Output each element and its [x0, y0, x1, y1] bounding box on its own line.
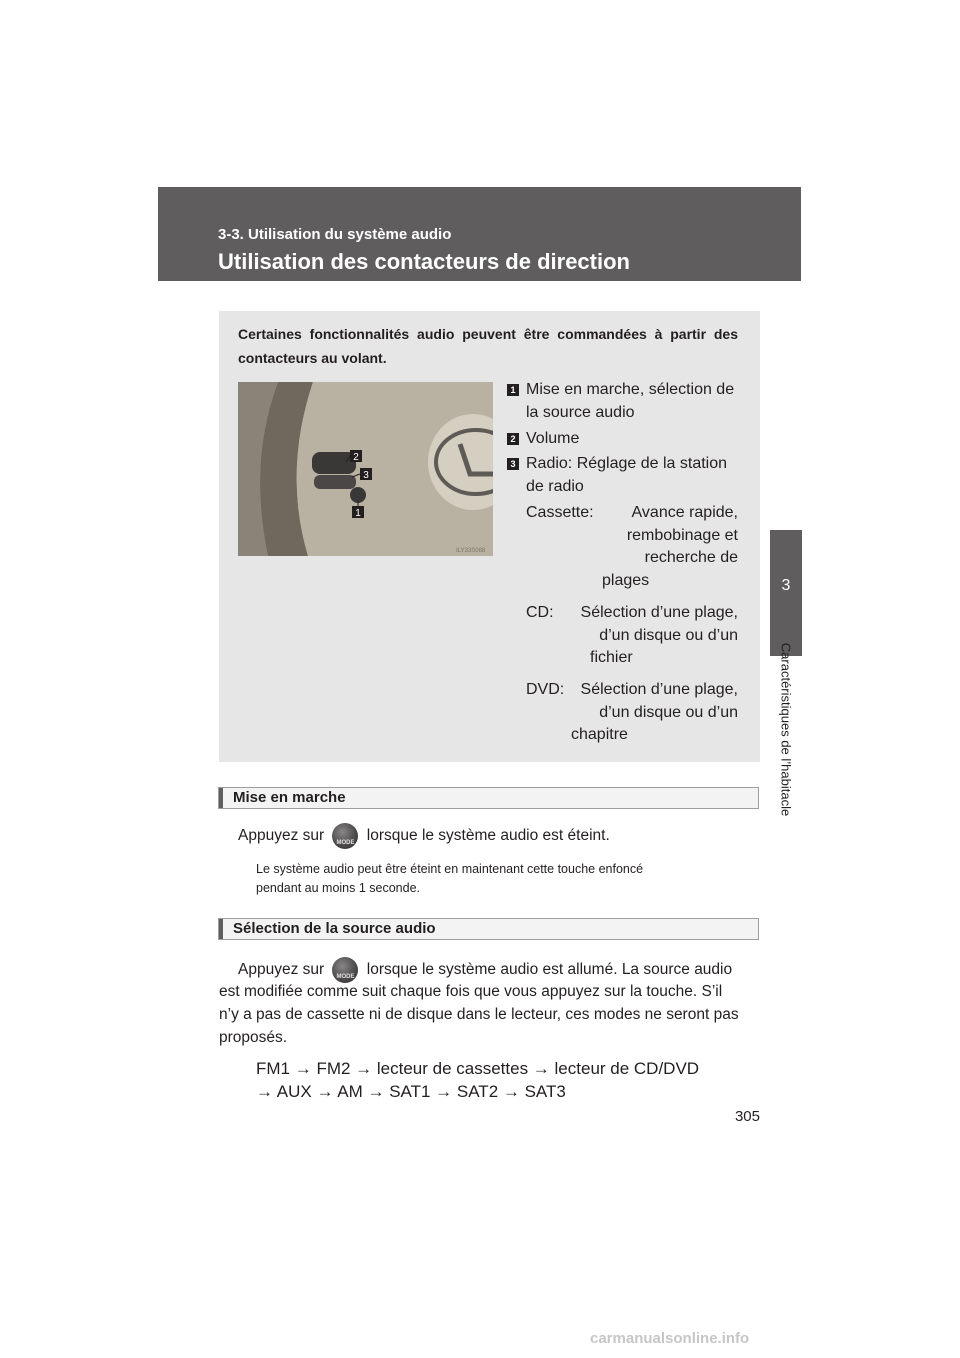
source-desc-cd-3: fichier — [590, 649, 633, 666]
section-header-mise-en-marche — [218, 787, 759, 809]
source-desc-dvd-3: chapitre — [571, 726, 628, 743]
steering-wheel-photo — [238, 382, 493, 556]
note-line-1: Le système audio peut être éteint en maintenant cette touche enfoncé — [256, 862, 644, 876]
paragraph-text-start: Appuyez sur — [238, 961, 325, 979]
photo-badge-3: 3 — [363, 470, 369, 481]
photo-badge-2: 2 — [353, 452, 359, 463]
photo-badge-1: 1 — [355, 508, 361, 519]
mode-button-icon — [332, 823, 358, 849]
source-desc-cassette-3: recherche de — [644, 549, 738, 566]
source-paragraph-line-2: est modifiée comme suit chaque fois que vous appuyez sur la touche. S’il — [219, 983, 723, 1000]
power-on-paragraph — [238, 823, 610, 849]
section-header-source-selection — [218, 918, 759, 940]
chapter-tab-number: 3 — [781, 577, 791, 594]
section-title: Sélection de la source audio — [233, 920, 436, 937]
source-desc-cd-2: d’un disque ou d’un — [599, 627, 738, 644]
callout-1-line1: Mise en marche, sélection de — [526, 381, 735, 398]
callout-badge-1: 1 — [507, 384, 519, 396]
callout-1-line2: la source audio — [526, 404, 635, 421]
source-label-cd: CD: — [526, 604, 554, 621]
note-line-2: pendant au moins 1 seconde. — [256, 881, 421, 895]
paragraph-text-end: lorsque le système audio est éteint. — [366, 827, 610, 845]
paragraph-text-start: Appuyez sur — [238, 827, 325, 845]
source-desc-cassette-4: plages — [602, 572, 650, 589]
section-title: Mise en marche — [233, 789, 346, 806]
source-paragraph-line-3: n’y a pas de cassette ni de disque dans le lecteur, ces modes ne seront pas — [219, 1006, 739, 1023]
source-sequence-line-1: FM1 → FM2 → lecteur de cassettes → lecteur de CD/DVD — [256, 1059, 700, 1078]
source-paragraph-line-4: proposés. — [219, 1029, 288, 1046]
page-title: Utilisation des contacteurs de direction — [218, 249, 630, 274]
source-desc-dvd-2: d’un disque ou d’un — [599, 704, 738, 721]
source-label-cassette: Cassette: — [526, 504, 594, 521]
callout-3-line1: Radio: Réglage de la station — [526, 455, 728, 472]
mode-button-label: MODE — [336, 840, 355, 846]
callout-2-line1: Volume — [526, 430, 580, 447]
callout-3-line2: de radio — [526, 478, 584, 495]
source-desc-cassette-1: Avance rapide, — [631, 504, 738, 521]
chapter-title-text: Caractéristiques de l’habitacle — [778, 642, 794, 817]
page-number: 305 — [734, 1108, 760, 1125]
photo-code: ILY33S088 — [456, 548, 486, 554]
source-label-dvd: DVD: — [526, 681, 565, 698]
callout-badge-3: 3 — [507, 458, 519, 470]
callout-badge-2: 2 — [507, 433, 519, 445]
mode-button-label: MODE — [336, 974, 355, 980]
paragraph-text-end: lorsque le système audio est allumé. La source audio — [366, 961, 733, 979]
watermark-text: carmanualsonline.info — [590, 1330, 750, 1347]
source-sequence-line-2: → AUX → AM → SAT1 → SAT2 → SAT3 — [256, 1082, 566, 1101]
source-desc-cd-1: Sélection d’une plage, — [580, 604, 738, 621]
section-label: 3-3. Utilisation du système audio — [218, 226, 452, 243]
intro-text: Certaines fonctionnalités audio peuvent être commandées à partir des contacteurs au volant. — [238, 326, 738, 366]
source-desc-dvd-1: Sélection d’une plage, — [580, 681, 738, 698]
source-desc-cassette-2: rembobinage et — [626, 527, 738, 544]
